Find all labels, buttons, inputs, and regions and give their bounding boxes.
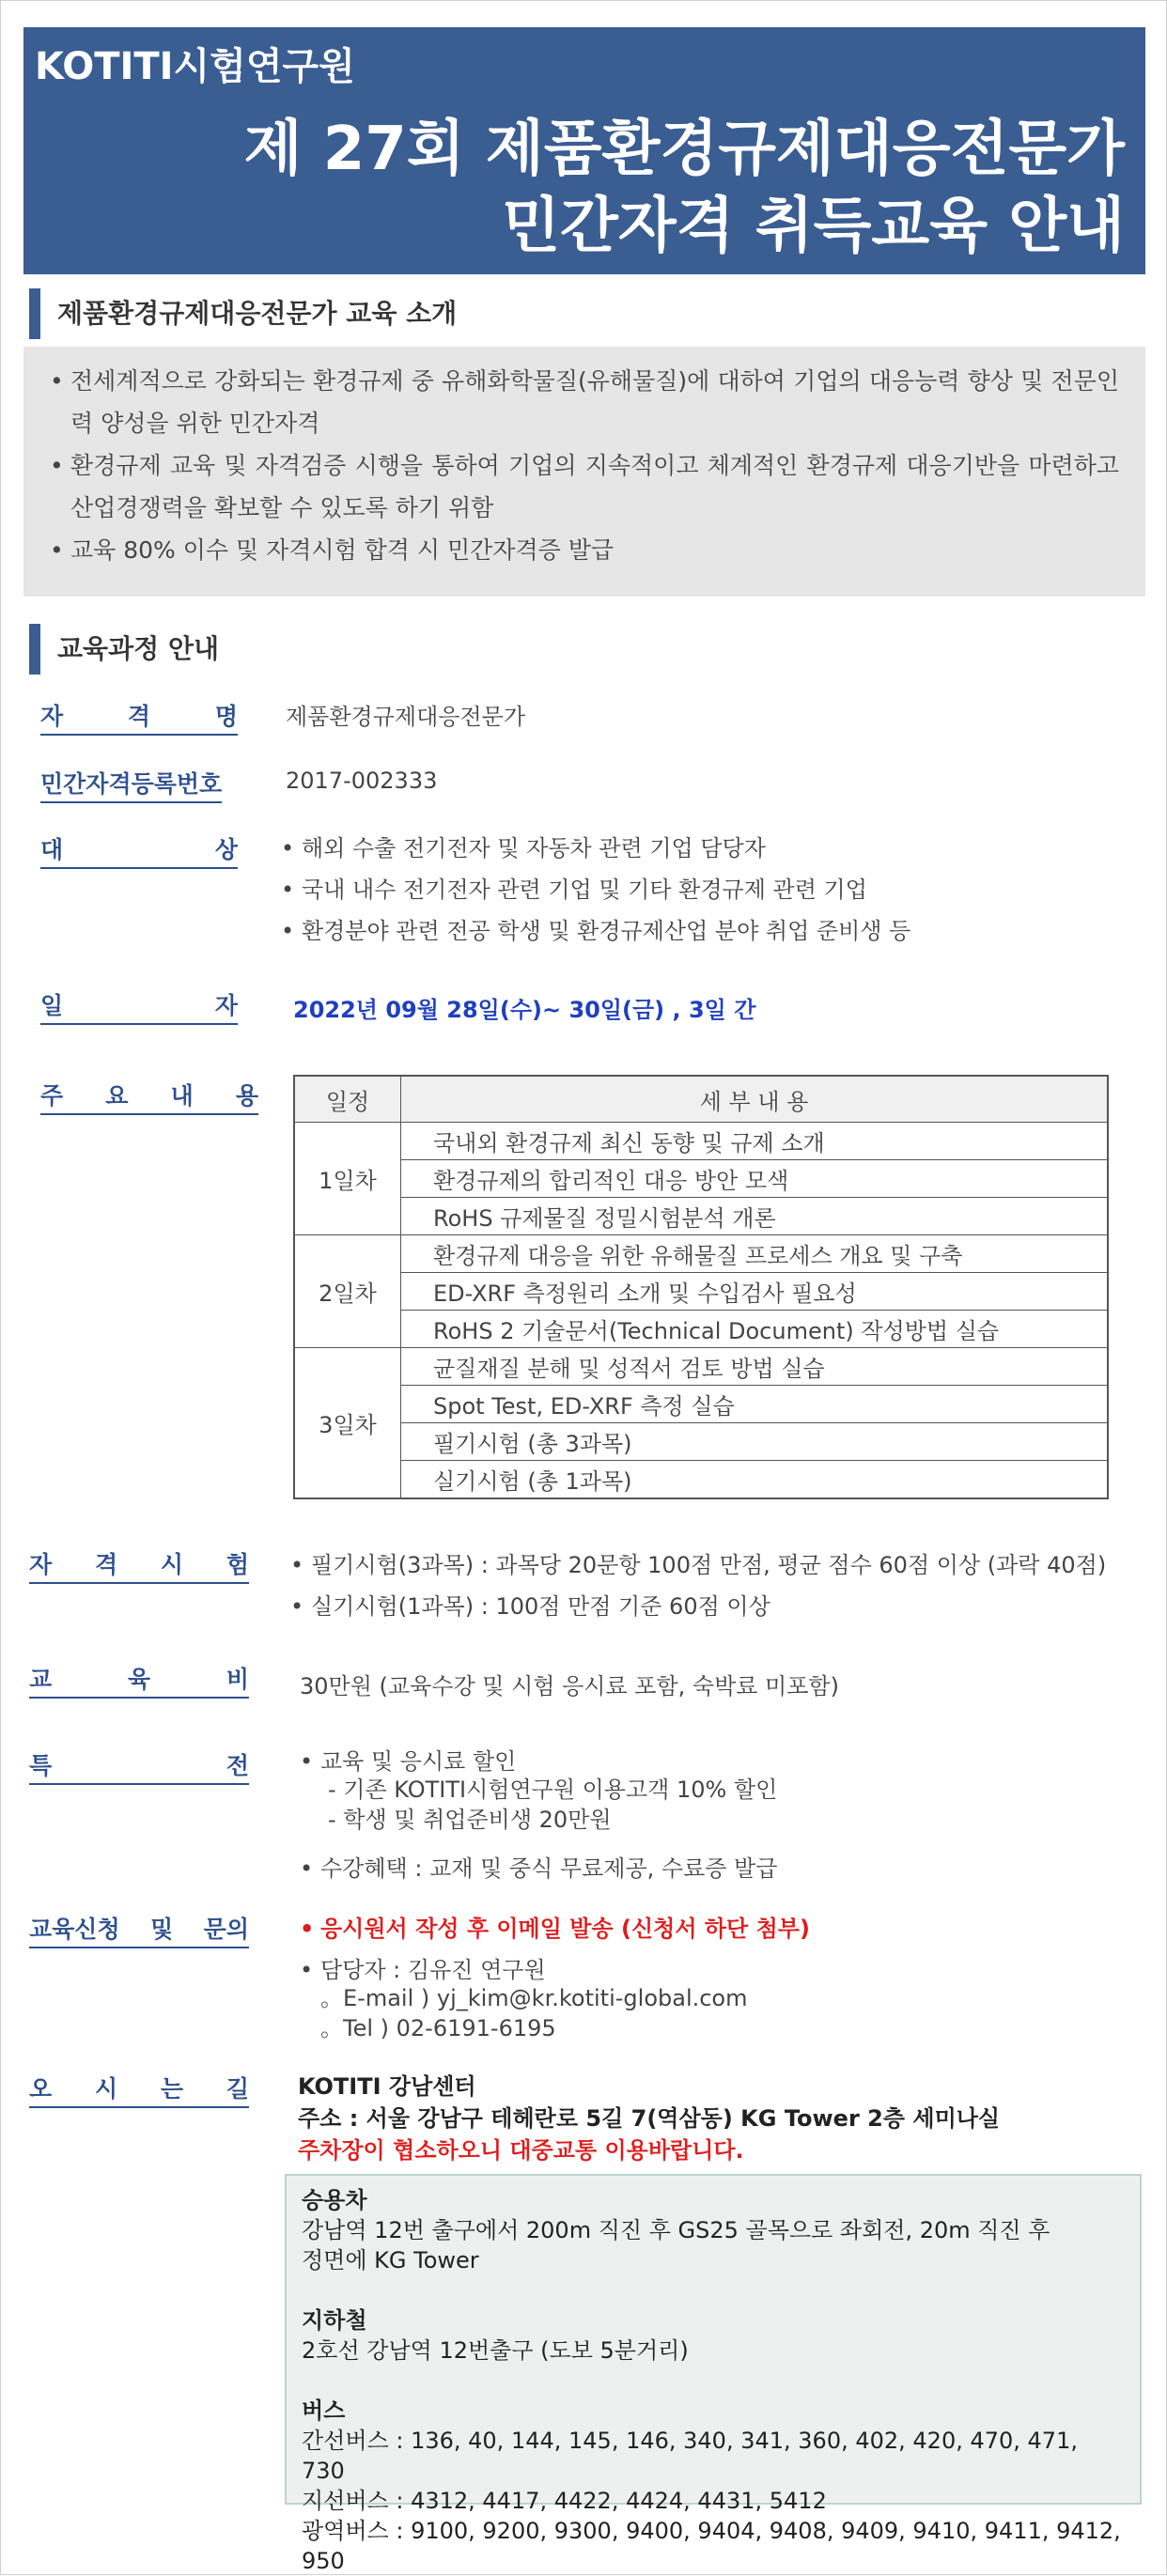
intro-bullet: • 교육 80% 이수 및 자격시험 합격 시 민간자격증 발급 (50, 529, 1119, 571)
apply-label-text (29, 1911, 249, 1945)
contents-label-char: 주 (40, 1082, 64, 1110)
qualification-label-char: 격 (127, 703, 151, 730)
exam-label-char: 험 (226, 1551, 249, 1578)
qualification-label-char: 자 (40, 703, 64, 730)
day-cell: 2일차 (294, 1235, 401, 1348)
table-row (294, 1273, 1108, 1311)
car-title: 승용차 (302, 2187, 367, 2213)
date-value: 2022년 09월 28일(수)~ 30일(금) , 3일 간 (293, 997, 756, 1023)
directions-label-char: 길 (226, 2075, 249, 2103)
transit-box (285, 2174, 1142, 2574)
target-label-char: 대 (40, 836, 64, 863)
bus-title: 버스 (302, 2398, 346, 2424)
target-label (40, 831, 238, 869)
schedule-table (293, 1075, 1109, 1499)
location-block (298, 2071, 1000, 2166)
date-label (40, 987, 238, 1025)
benefit-block (300, 1741, 777, 1889)
parking-notice: 주차장이 협소하오니 대중교통 이용바랍니다. (298, 2137, 744, 2164)
apply-tel: 。Tel ) 02-6191-6195 (320, 2015, 556, 2041)
center-name: KOTITI 강남센터 (298, 2073, 476, 2100)
exam-list (290, 1544, 1106, 1627)
apply-contact: • 담당자 : 김유진 연구원 (300, 1949, 810, 1991)
benefit-item: • 수강혜택 : 교재 및 중식 무료제공, 수료증 발급 (300, 1848, 777, 1889)
contents-label-char: 요 (105, 1082, 129, 1110)
exam-label-char: 격 (94, 1551, 118, 1578)
table-row (294, 1123, 1108, 1160)
fee-label-char: 육 (127, 1666, 151, 1693)
apply-notice: • 응시원서 작성 후 이메일 발송 (신청서 하단 첨부) (300, 1908, 810, 1949)
table-row (294, 1235, 1108, 1273)
day-cell: 1일차 (294, 1123, 401, 1235)
subway-title: 지하철 (302, 2307, 367, 2334)
bus-line: 간선버스 : 136, 40, 144, 145, 146, 340, 341, 360, 402, 420, 470, 471, 730 (302, 2428, 1078, 2484)
title-line-1: 제 27회 제품환경규제대응전문가 (243, 115, 1125, 184)
subway-line: 2호선 강남역 12번출구 (도보 5분거리) (302, 2337, 689, 2364)
directions-label (29, 2071, 249, 2108)
fee-label (29, 1661, 249, 1699)
qualification-value: 제품환경규제대응전문가 (286, 704, 526, 730)
spacer (302, 2275, 1125, 2305)
apply-block (300, 1908, 810, 2043)
course-heading: 교육과정 안내 (29, 624, 219, 675)
directions-label-char: 오 (29, 2075, 53, 2103)
exam-item: • 필기시험(3과목) : 과목당 20문항 100점 만점, 평균 점수 60점 이상 (과락 40점) (290, 1544, 1106, 1586)
directions-label-char: 시 (94, 2075, 118, 2103)
exam-item: • 실기시험(1과목) : 100점 만점 기준 60점 이상 (290, 1586, 1106, 1627)
spacer (302, 2366, 1125, 2396)
title-banner (23, 27, 1145, 274)
apply-label-word: 및 (150, 1916, 174, 1943)
detail-cell: Spot Test, ED-XRF 측정 실습 (401, 1386, 1109, 1423)
detail-cell: 필기시험 (총 3과목) (401, 1423, 1109, 1461)
table-row (294, 1348, 1108, 1386)
intro-bullet: • 환경규제 교육 및 자격검증 시행을 통하여 기업의 지속적이고 체계적인 환경규제 대응기반을 마련하고 산업경쟁력을 확보할 수 있도록 하기 위함 (50, 444, 1119, 529)
contents-label (40, 1078, 258, 1115)
fee-value: 30만원 (교육수강 및 시험 응시료 포함, 숙박료 미포함) (300, 1673, 839, 1699)
exam-label-char: 시 (160, 1551, 184, 1578)
apply-label-word: 문의 (203, 1916, 249, 1943)
date-label-char: 일 (40, 992, 64, 1019)
qualification-label (40, 698, 238, 736)
target-item: • 환경분야 관련 전공 학생 및 환경규제산업 분야 취업 준비생 등 (281, 910, 910, 952)
detail-cell: RoHS 2 기술문서(Technical Document) 작성방법 실습 (401, 1311, 1109, 1348)
schedule-col-detail: 세 부 내 용 (401, 1076, 1109, 1123)
bus-line: 지선버스 : 4312, 4417, 4422, 4424, 4431, 5412 (302, 2488, 827, 2514)
benefit-sub-item: - 학생 및 취업준비생 20만원 (328, 1807, 612, 1833)
date-label-char: 자 (214, 992, 238, 1019)
schedule-header-row (294, 1076, 1108, 1123)
apply-label (29, 1911, 249, 1948)
benefit-label-char: 특 (29, 1752, 53, 1779)
detail-cell: ED-XRF 측정원리 소개 및 수입검사 필요성 (401, 1273, 1109, 1311)
registration-label: 민간자격등록번호 (40, 766, 222, 803)
exam-label-char: 자 (29, 1551, 53, 1578)
table-row (294, 1461, 1108, 1499)
apply-label-word: 교육신청 (29, 1916, 120, 1943)
day-cell: 3일차 (294, 1348, 401, 1499)
org-name: KOTITI시험연구원 (35, 45, 355, 88)
fee-label-char: 교 (29, 1666, 53, 1693)
registration-value: 2017-002333 (286, 768, 438, 794)
table-row (294, 1311, 1108, 1348)
target-label-char: 상 (214, 836, 238, 863)
detail-cell: 국내외 환경규제 최신 동향 및 규제 소개 (401, 1123, 1109, 1160)
intro-box (23, 347, 1145, 597)
qualification-label-char: 명 (214, 703, 238, 730)
target-list (281, 828, 910, 952)
table-row (294, 1423, 1108, 1461)
benefit-label-char: 전 (226, 1752, 249, 1779)
benefit-item: • 교육 및 응시료 할인 (300, 1741, 777, 1782)
target-item: • 해외 수출 전기전자 및 자동차 관련 기업 담당자 (281, 828, 910, 869)
apply-email: 。E-mail ) yj_kim@kr.kotiti-global.com (320, 1985, 748, 2011)
car-line: 강남역 12번 출구에서 200m 직진 후 GS25 골목으로 좌회전, 20m 직진 후 (302, 2217, 1050, 2243)
benefit-label (29, 1747, 249, 1785)
exam-label (29, 1546, 249, 1584)
intro-bullet: • 전세계적으로 강화되는 환경규제 중 유해화학물질(유해물질)에 대하여 기업의 대응능력 향상 및 전문인력 양성을 위한 민간자격 (50, 360, 1119, 444)
detail-cell: RoHS 규제물질 정밀시험분석 개론 (401, 1198, 1109, 1235)
title-line-2: 민간자격 취득교육 안내 (502, 192, 1125, 261)
contents-label-char: 내 (170, 1082, 194, 1110)
detail-cell: 환경규제 대응을 위한 유해물질 프로세스 개요 및 구축 (401, 1235, 1109, 1273)
directions-label-char: 는 (160, 2075, 184, 2103)
target-item: • 국내 내수 전기전자 관련 기업 및 기타 환경규제 관련 기업 (281, 869, 910, 910)
bus-line: 광역버스 : 9100, 9200, 9300, 9400, 9404, 9408, 9409, 9410, 9411, 9412, 950 (302, 2518, 1121, 2574)
table-row (294, 1160, 1108, 1198)
benefit-sub-item: - 기존 KOTITI시험연구원 이용고객 10% 할인 (328, 1777, 778, 1803)
center-address: 주소 : 서울 강남구 테헤란로 5길 7(역삼동) KG Tower 2층 세미나실 (298, 2105, 1001, 2132)
table-row (294, 1386, 1108, 1423)
intro-heading: 제품환경규제대응전문가 교육 소개 (29, 288, 457, 339)
car-line: 정면에 KG Tower (302, 2247, 479, 2273)
fee-label-char: 비 (226, 1666, 249, 1693)
table-row (294, 1198, 1108, 1235)
detail-cell: 실기시험 (총 1과목) (401, 1461, 1109, 1499)
detail-cell: 환경규제의 합리적인 대응 방안 모색 (401, 1160, 1109, 1198)
schedule-col-day: 일정 (294, 1076, 401, 1123)
contents-label-char: 용 (235, 1082, 258, 1110)
detail-cell: 균질재질 분해 및 성적서 검토 방법 실습 (401, 1348, 1109, 1386)
